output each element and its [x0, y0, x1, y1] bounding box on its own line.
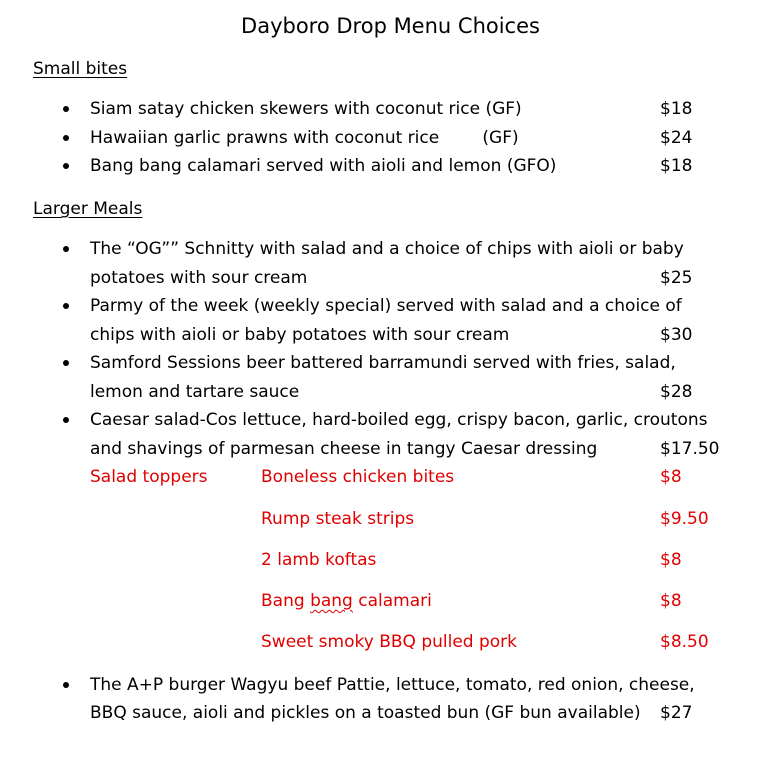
topper-item-text-part: Bang	[261, 591, 311, 611]
small-bites-heading: Small bites	[33, 59, 128, 79]
menu-item-text: Parmy of the week (weekly special) served with salad and a choice of	[90, 296, 682, 316]
menu-item-price: $17.50	[660, 439, 720, 459]
menu-item-text: The A+P burger Wagyu beef Pattie, lettuce, tomato, red onion, cheese,	[90, 675, 695, 695]
topper-item-text: 2 lamb koftas	[261, 550, 377, 570]
bullet-icon	[60, 237, 72, 261]
spellcheck-underlined-word: bang	[310, 591, 353, 611]
topper-item-price: $8.50	[660, 632, 709, 652]
bullet-icon	[60, 408, 72, 432]
menu-item-text: lemon and tartare sauce	[90, 382, 300, 402]
menu-item-price: $30	[660, 325, 693, 345]
menu-item-price: $18	[660, 99, 693, 119]
bullet-icon	[60, 673, 72, 697]
topper-item-price: $8	[660, 467, 682, 487]
menu-item-price: $18	[660, 156, 693, 176]
menu-item-price: $25	[660, 268, 693, 288]
salad-toppers-label: Salad toppers	[90, 467, 208, 487]
menu-item-text: BBQ sauce, aioli and pickles on a toasted bun (GF bun available)	[90, 703, 641, 723]
menu-item-text: Siam satay chicken skewers with coconut rice (GF)	[90, 99, 522, 119]
menu-item-text: Hawaiian garlic prawns with coconut rice (GF)	[90, 128, 519, 148]
menu-item-text: Samford Sessions beer battered barramundi served with fries, salad,	[90, 353, 676, 373]
bullet-icon	[60, 97, 72, 121]
menu-item-text: and shavings of parmesan cheese in tangy Caesar dressing	[90, 439, 598, 459]
bullet-icon	[60, 154, 72, 178]
topper-item-text: Rump steak strips	[261, 509, 415, 529]
menu-item-text: potatoes with sour cream	[90, 268, 308, 288]
menu-title: Dayboro Drop Menu Choices	[241, 14, 540, 38]
menu-item-price: $28	[660, 382, 693, 402]
topper-item-text: Boneless chicken bites	[261, 467, 455, 487]
topper-item-price: $9.50	[660, 509, 709, 529]
menu-item-price: $27	[660, 703, 693, 723]
bullet-icon	[60, 126, 72, 150]
topper-item-text-part: calamari	[352, 591, 432, 611]
menu-item-price: $24	[660, 128, 693, 148]
topper-item-text: Sweet smoky BBQ pulled pork	[261, 632, 518, 652]
menu-item-text: Bang bang calamari served with aioli and lemon (GFO)	[90, 156, 557, 176]
topper-item-text	[261, 589, 432, 613]
menu-item-text: The “OG”” Schnitty with salad and a choice of chips with aioli or baby	[90, 239, 684, 259]
bullet-icon	[60, 294, 72, 318]
bullet-icon	[60, 351, 72, 375]
topper-item-price: $8	[660, 550, 682, 570]
topper-item-price: $8	[660, 591, 682, 611]
larger-meals-heading: Larger Meals	[33, 199, 143, 219]
menu-item-text: Caesar salad-Cos lettuce, hard-boiled egg, crispy bacon, garlic, croutons	[90, 410, 708, 430]
menu-item-text: chips with aioli or baby potatoes with sour cream	[90, 325, 510, 345]
